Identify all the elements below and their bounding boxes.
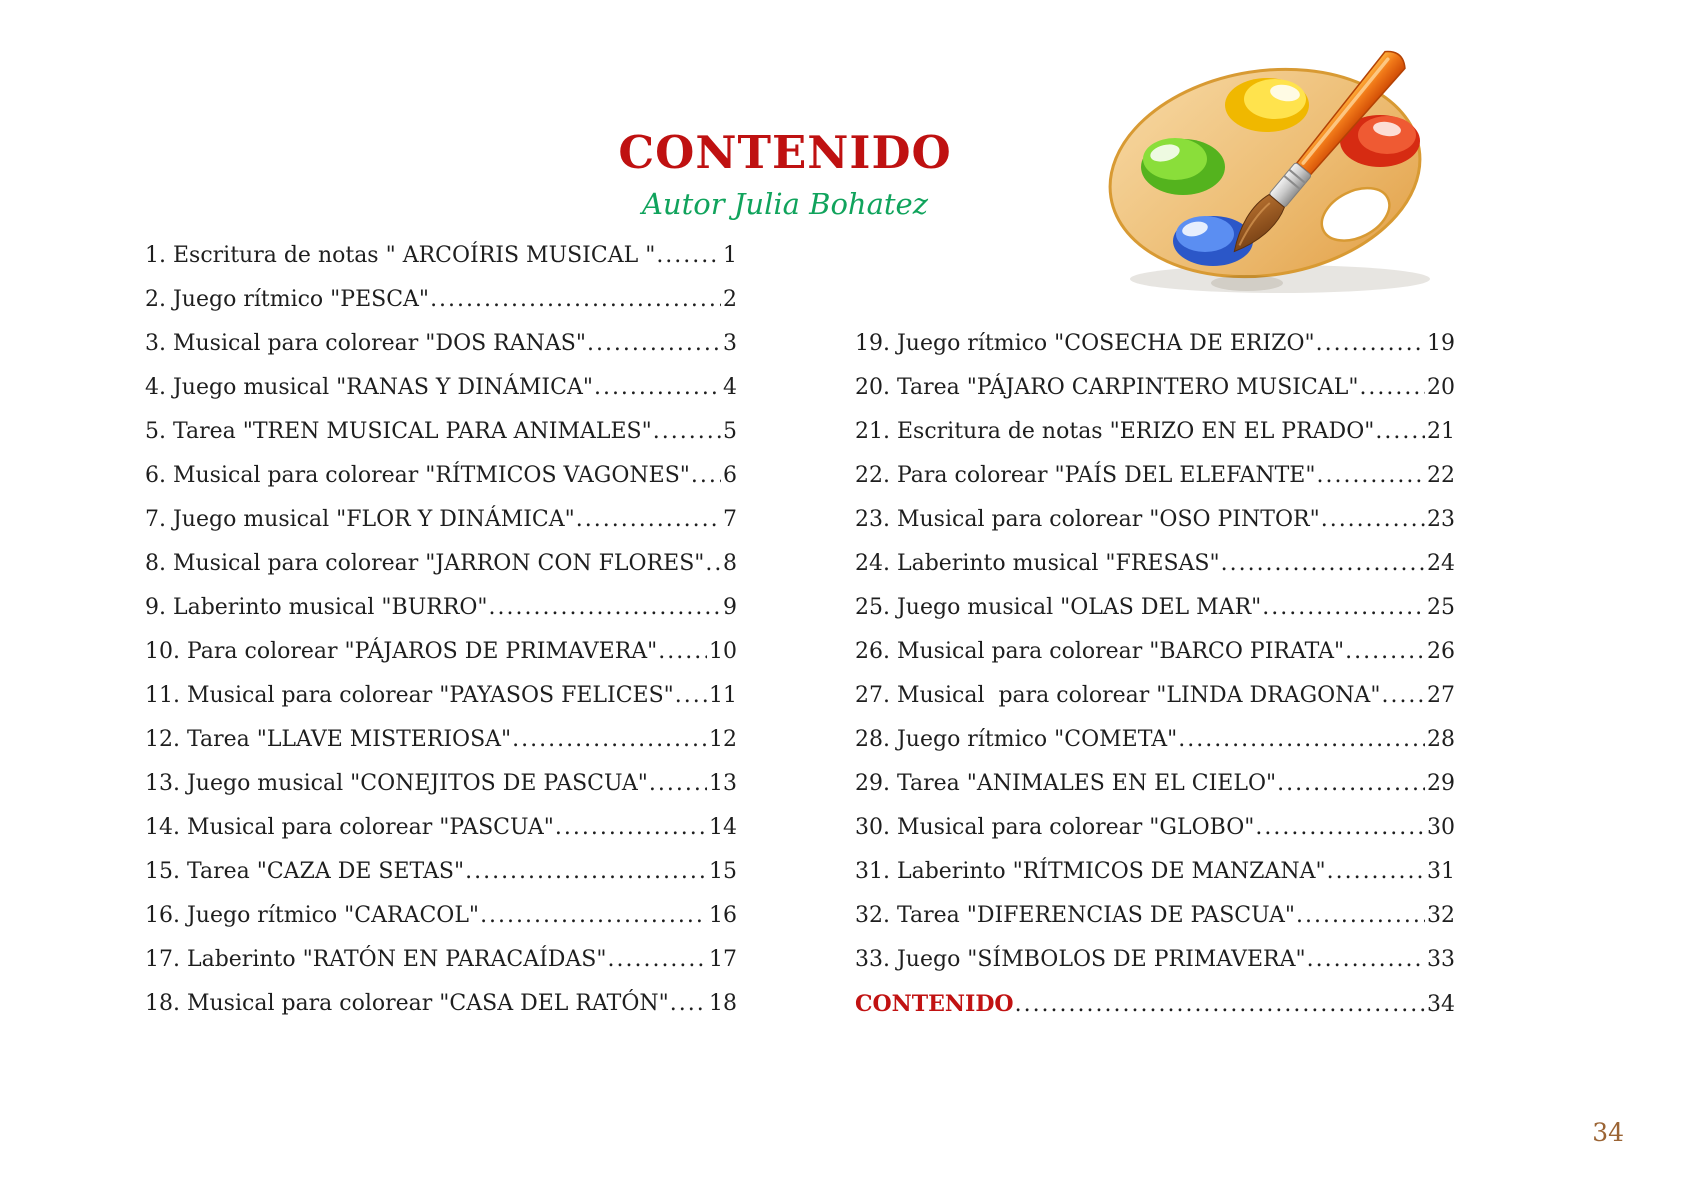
toc-entry-label: 19. Juego rítmico "COSECHA DE ERIZO" xyxy=(855,331,1315,356)
toc-entry-label: 32. Tarea "DIFERENCIAS DE PASCUA" xyxy=(855,903,1295,928)
toc-entry-label: 27. Musical para colorear "LINDA DRAGONA" xyxy=(855,683,1381,708)
toc-dots xyxy=(489,586,721,630)
toc-entry-page: 24 xyxy=(1427,551,1455,576)
toc-entry xyxy=(855,894,1455,938)
toc-entry-label: 33. Juego "SÍMBOLOS DE PRIMAVERA" xyxy=(855,947,1306,972)
toc-entry-label: 20. Tarea "PÁJARO CARPINTERO MUSICAL" xyxy=(855,375,1359,400)
toc-entry-label: 2. Juego rítmico "PESCA" xyxy=(145,287,430,312)
toc-entry-page: 1 xyxy=(723,243,737,268)
toc-dots xyxy=(1375,410,1425,454)
toc-dots xyxy=(555,806,707,850)
toc-entry-page: 10 xyxy=(709,639,737,664)
toc-entry-page: 18 xyxy=(709,991,737,1016)
toc-dots xyxy=(1015,983,1425,1027)
toc-entry-label: 1. Escritura de notas " ARCOÍRIS MUSICAL " xyxy=(145,243,656,268)
toc-dots xyxy=(1381,674,1425,718)
toc-entry-page: 14 xyxy=(709,815,737,840)
toc-entry-page: 3 xyxy=(723,331,737,356)
toc-entry-page: 12 xyxy=(709,727,737,752)
toc-dots xyxy=(1316,322,1425,366)
toc-dots xyxy=(675,674,707,718)
toc-entry xyxy=(145,894,737,938)
toc-entry-label: 10. Para colorear "PÁJAROS DE PRIMAVERA" xyxy=(145,639,658,664)
toc-dots xyxy=(1359,366,1425,410)
toc-entry-label: 22. Para colorear "PAÍS DEL ELEFANTE" xyxy=(855,463,1316,488)
toc-entry-label: 7. Juego musical "FLOR Y DINÁMICA" xyxy=(145,507,575,532)
toc-entry xyxy=(145,366,737,410)
toc-entry xyxy=(145,982,737,1026)
toc-dots xyxy=(705,542,721,586)
paint-blob-yellow xyxy=(1225,78,1309,132)
toc-dots xyxy=(670,982,707,1026)
toc-entry-page: 4 xyxy=(723,375,737,400)
toc-entry xyxy=(145,542,737,586)
toc-entry-page: 5 xyxy=(723,419,737,444)
toc-entry xyxy=(145,850,737,894)
toc-entry-page: 6 xyxy=(723,463,737,488)
page-title: CONTENIDO xyxy=(618,126,952,179)
toc-dots xyxy=(576,498,721,542)
toc-dots xyxy=(653,410,721,454)
toc-entry-label: CONTENIDO xyxy=(855,991,1014,1017)
toc-entry xyxy=(855,410,1455,454)
title-block xyxy=(520,126,1050,221)
toc-entry-page: 7 xyxy=(723,507,737,532)
toc-entry-page: 13 xyxy=(709,771,737,796)
toc-entry xyxy=(145,454,737,498)
toc-dots xyxy=(658,630,707,674)
toc-entry xyxy=(145,718,737,762)
toc-dots xyxy=(649,762,707,806)
toc-entry xyxy=(145,806,737,850)
toc-entry xyxy=(855,982,1455,1026)
toc-dots xyxy=(1178,718,1425,762)
toc-dots xyxy=(691,454,721,498)
toc-dots xyxy=(512,718,707,762)
toc-entry-page: 15 xyxy=(709,859,737,884)
toc-entry xyxy=(855,586,1455,630)
toc-entry-page: 22 xyxy=(1427,463,1455,488)
toc-entry xyxy=(855,674,1455,718)
toc-entry-page: 23 xyxy=(1427,507,1455,532)
toc-entry-page: 26 xyxy=(1427,639,1455,664)
toc-dots xyxy=(607,938,707,982)
toc-entry-page: 19 xyxy=(1427,331,1455,356)
toc-entry-page: 8 xyxy=(723,551,737,576)
toc-dots xyxy=(587,322,721,366)
toc-entry-label: 30. Musical para colorear "GLOBO" xyxy=(855,815,1255,840)
toc-dots xyxy=(594,366,721,410)
toc-dots xyxy=(1327,850,1425,894)
toc-entry xyxy=(855,454,1455,498)
toc-dots xyxy=(480,894,707,938)
toc-entry-page: 11 xyxy=(709,683,737,708)
toc-column-left xyxy=(145,234,737,1026)
toc-dots xyxy=(1345,630,1425,674)
toc-entry xyxy=(145,586,737,630)
toc-entry xyxy=(145,410,737,454)
toc-entry-page: 32 xyxy=(1427,903,1455,928)
toc-entry xyxy=(145,938,737,982)
toc-entry-page: 28 xyxy=(1427,727,1455,752)
toc-entry-label: 24. Laberinto musical "FRESAS" xyxy=(855,551,1220,576)
toc-entry-label: 17. Laberinto "RATÓN EN PARACAÍDAS" xyxy=(145,947,607,972)
toc-entry-label: 13. Juego musical "CONEJITOS DE PASCUA" xyxy=(145,771,648,796)
toc-entry xyxy=(145,322,737,366)
toc-entry-label: 16. Juego rítmico "CARACOL" xyxy=(145,903,480,928)
toc-dots xyxy=(1277,762,1425,806)
toc-dots xyxy=(1316,454,1425,498)
toc-entry xyxy=(855,938,1455,982)
toc-entry xyxy=(145,630,737,674)
toc-entry-label: 15. Tarea "CAZA DE SETAS" xyxy=(145,859,465,884)
toc-entry-label: 11. Musical para colorear "PAYASOS FELICES" xyxy=(145,683,674,708)
toc-entry-page: 31 xyxy=(1427,859,1455,884)
toc-entry-label: 8. Musical para colorear "JARRON CON FLORES" xyxy=(145,551,705,576)
toc-entry-label: 18. Musical para colorear "CASA DEL RATÓN" xyxy=(145,991,669,1016)
toc-entry xyxy=(855,718,1455,762)
toc-entry xyxy=(855,850,1455,894)
paint-palette-illustration xyxy=(1095,45,1440,305)
toc-dots xyxy=(656,234,721,278)
toc-entry-label: 25. Juego musical "OLAS DEL MAR" xyxy=(855,595,1262,620)
toc-dots xyxy=(1296,894,1425,938)
toc-entry xyxy=(145,234,737,278)
toc-dots xyxy=(1307,938,1425,982)
toc-entry xyxy=(145,278,737,322)
toc-entry-label: 14. Musical para colorear "PASCUA" xyxy=(145,815,554,840)
toc-entry xyxy=(145,762,737,806)
toc-entry xyxy=(855,762,1455,806)
toc-entry xyxy=(855,366,1455,410)
toc-dots xyxy=(465,850,707,894)
toc-entry xyxy=(855,498,1455,542)
footer-page-number: 34 xyxy=(1592,1118,1624,1147)
toc-dots xyxy=(1255,806,1425,850)
palette-brush-icon xyxy=(1095,45,1440,305)
toc-dots xyxy=(1262,586,1425,630)
toc-entry-label: 31. Laberinto "RÍTMICOS DE MANZANA" xyxy=(855,859,1326,884)
toc-entry-page: 30 xyxy=(1427,815,1455,840)
toc-entry-label: 29. Tarea "ANIMALES EN EL CIELO" xyxy=(855,771,1277,796)
toc-entry-page: 27 xyxy=(1427,683,1455,708)
toc-entry xyxy=(145,674,737,718)
toc-entry-label: 4. Juego musical "RANAS Y DINÁMICA" xyxy=(145,375,593,400)
toc-entry-label: 6. Musical para colorear "RÍTMICOS VAGONES" xyxy=(145,463,690,488)
page-subtitle: Autor Julia Bohatez xyxy=(641,187,928,221)
toc-column-right xyxy=(855,322,1455,1026)
toc-entry xyxy=(855,630,1455,674)
toc-entry-label: 5. Tarea "TREN MUSICAL PARA ANIMALES" xyxy=(145,419,652,444)
toc-entry-page: 33 xyxy=(1427,947,1455,972)
toc-entry-page: 25 xyxy=(1427,595,1455,620)
toc-entry-page: 20 xyxy=(1427,375,1455,400)
toc-entry-page: 2 xyxy=(723,287,737,312)
toc-entry xyxy=(855,322,1455,366)
toc-entry-label: 26. Musical para colorear "BARCO PIRATA" xyxy=(855,639,1345,664)
toc-dots xyxy=(1221,542,1425,586)
toc-entry-label: 9. Laberinto musical "BURRO" xyxy=(145,595,488,620)
toc-entry xyxy=(855,806,1455,850)
toc-entry-label: 23. Musical para colorear "OSO PINTOR" xyxy=(855,507,1320,532)
toc-entry-page: 29 xyxy=(1427,771,1455,796)
toc-entry-page: 9 xyxy=(723,595,737,620)
toc-entry-page: 34 xyxy=(1427,992,1455,1017)
toc-dots xyxy=(430,278,721,322)
toc-entry-page: 17 xyxy=(709,947,737,972)
toc-entry-page: 16 xyxy=(709,903,737,928)
toc-entry-page: 21 xyxy=(1427,419,1455,444)
toc-entry xyxy=(855,542,1455,586)
toc-entry-label: 3. Musical para colorear "DOS RANAS" xyxy=(145,331,586,356)
toc-dots xyxy=(1321,498,1425,542)
toc-entry xyxy=(145,498,737,542)
toc-entry-label: 28. Juego rítmico "COMETA" xyxy=(855,727,1178,752)
toc-entry-label: 12. Tarea "LLAVE MISTERIOSA" xyxy=(145,727,512,752)
toc-entry-label: 21. Escritura de notas "ERIZO EN EL PRADO" xyxy=(855,419,1375,444)
